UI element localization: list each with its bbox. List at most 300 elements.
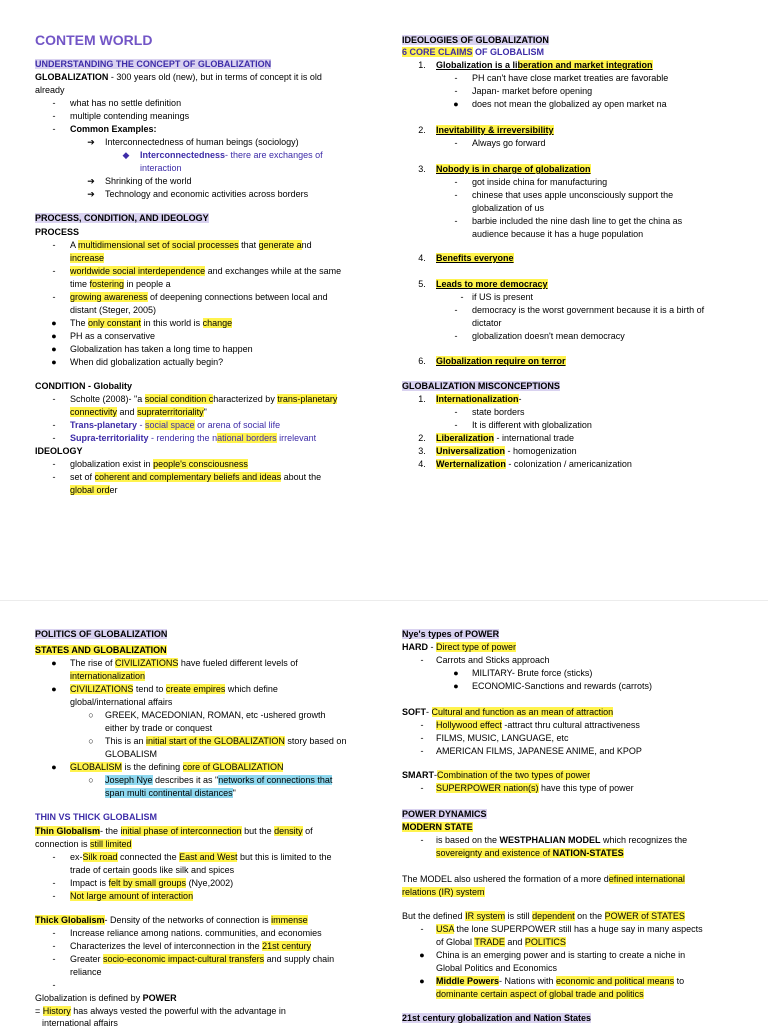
text-run: but the (241, 826, 275, 836)
text-run: time (70, 279, 90, 289)
dash-marker: - (52, 941, 56, 951)
dash-marker: - (460, 292, 464, 302)
text-line (140, 162, 182, 175)
text-line (35, 58, 271, 71)
text-run: NATION-STATES (552, 848, 624, 858)
text-run: worldwide social interdependence (70, 266, 206, 276)
text-run: Globalization is defined by (35, 993, 143, 1003)
text-run: change (202, 318, 233, 328)
text-run: - homogenization (505, 446, 577, 456)
text-run: describes it as " (152, 775, 219, 785)
text-run: POLITICS OF GLOBALIZATION (35, 629, 168, 639)
text-run: about the (281, 472, 322, 482)
text-run: is still (505, 911, 533, 921)
text-line (70, 356, 223, 369)
diamond-icon: ◆ (122, 150, 130, 160)
page-divider (0, 600, 768, 601)
text-run: Not large amount of interaction (70, 891, 194, 901)
text-run: Japan- market before opening (472, 86, 593, 96)
text-run: span multi continental distances (105, 788, 233, 798)
section-heading (402, 1012, 591, 1025)
text-run: relations (IR) system (402, 887, 485, 897)
text-run: IR system (465, 911, 506, 921)
text-line (70, 484, 118, 497)
section-heading (402, 380, 560, 393)
text-line (472, 330, 625, 343)
text-run: chinese that uses apple unconsciously support the (472, 190, 674, 200)
text-run: ECONOMIC-Sanctions and rewards (carrots) (472, 681, 653, 691)
text-line (436, 923, 703, 936)
text-run: Inevitability & irreversibility (436, 125, 554, 135)
text-line (436, 975, 684, 988)
bullet-marker: ● (419, 976, 425, 986)
text-run: is the defining (122, 762, 183, 772)
text-run: - colonization / americanization (505, 459, 632, 469)
bullet-marker: ● (51, 684, 57, 694)
text-line (70, 239, 312, 252)
section-heading (35, 644, 167, 657)
text-run: CIVILIZATIONS (70, 684, 134, 694)
text-line (70, 110, 189, 123)
text-run: WESTPHALIAN MODEL (499, 835, 601, 845)
text-run: POWER (142, 993, 177, 1003)
text-line (402, 706, 613, 719)
text-run: Middle Powers (436, 976, 500, 986)
text-run: Cultural and function as an mean of attraction (431, 707, 614, 717)
text-run: interaction (140, 163, 182, 173)
section-heading (402, 628, 499, 641)
text-run: (Nye,2002) (186, 878, 234, 888)
text-run: trade of certain goods like silk and spices (70, 865, 235, 875)
text-line (436, 719, 640, 732)
number-marker: 2. (418, 433, 426, 443)
text-run: connectivity (70, 407, 118, 417)
text-line (70, 864, 234, 877)
text-run: 6 CORE CLAIMS (402, 47, 473, 57)
dash-marker: - (454, 138, 458, 148)
text-run: multidimensional set of social processes (78, 240, 239, 250)
text-line (472, 215, 682, 228)
text-run: The MODEL also ushered the formation of a more d (402, 874, 609, 884)
text-line (105, 774, 332, 787)
page-title: CONTEM WORLD (35, 32, 153, 48)
text-line (436, 163, 591, 176)
text-run: connected the (117, 852, 180, 862)
text-run: increase (70, 253, 105, 263)
dash-marker: - (420, 655, 424, 665)
text-run: dependent (532, 911, 575, 921)
dash-marker: - (52, 292, 56, 302)
text-line (472, 72, 668, 85)
text-run: reliance (70, 967, 102, 977)
text-run: Globalization has taken a long time to happen (70, 344, 253, 354)
text-run: audience because it has a huge population (472, 229, 644, 239)
text-run: dictator (472, 318, 502, 328)
text-run: global ord (70, 485, 110, 495)
text-line (436, 124, 554, 137)
text-run: Technology and economic activities across borders (105, 189, 309, 199)
text-run: - rendering the n (148, 433, 218, 443)
dash-marker: - (454, 177, 458, 187)
text-run: connection is (35, 839, 91, 849)
dash-marker: - (454, 305, 458, 315)
text-line (436, 432, 574, 445)
text-line (70, 123, 157, 136)
text-run: Direct type of power (436, 642, 517, 652)
text-run: TRADE (474, 937, 505, 947)
text-run: GLOBALISM (105, 749, 158, 759)
text-run: and exchanges while at the same (205, 266, 342, 276)
text-line (436, 745, 642, 758)
bullet-marker: ● (51, 762, 57, 772)
text-line (472, 189, 673, 202)
number-marker: 2. (418, 125, 426, 135)
dash-marker: - (52, 124, 56, 134)
text-run: still limited (90, 839, 132, 849)
text-line (472, 85, 592, 98)
dash-marker: - (52, 240, 56, 250)
text-line (70, 265, 341, 278)
text-run: globalization exist in (70, 459, 154, 469)
text-line (402, 910, 685, 923)
bullet-marker: ● (51, 331, 57, 341)
dash-marker: - (454, 73, 458, 83)
text-run: international affairs (42, 1018, 118, 1028)
dash-marker: - (420, 746, 424, 756)
text-run: story based on (284, 736, 347, 746)
text-run: social condition c (144, 394, 214, 404)
text-line (35, 445, 83, 458)
text-run: SUPERPOWER nation(s) (436, 783, 539, 793)
text-line (70, 406, 207, 419)
text-run: of (302, 826, 313, 836)
text-run: -attract thru cultural attractiveness (501, 720, 640, 730)
text-run: Nobody is in charge of globalization (436, 164, 591, 174)
dash-marker: - (454, 331, 458, 341)
text-run: PROCESS (35, 227, 80, 237)
number-marker: 4. (418, 253, 426, 263)
number-marker: 1. (418, 60, 426, 70)
text-run: POWER DYNAMICS (402, 809, 487, 819)
text-run: This is an (105, 736, 147, 746)
text-run: networks of connections that (218, 775, 333, 785)
text-line (70, 330, 155, 343)
text-run: and supply chain (264, 954, 335, 964)
text-run: - the (100, 826, 121, 836)
text-line (105, 787, 236, 800)
number-marker: 4. (418, 459, 426, 469)
text-run: GLOBALISM (70, 762, 123, 772)
text-line (402, 821, 473, 834)
text-line (472, 680, 652, 693)
text-line (70, 252, 104, 265)
text-line (436, 834, 687, 847)
text-run: which define (225, 684, 278, 694)
text-line (70, 343, 253, 356)
text-run: GLOBALIZATION MISCONCEPTIONS (402, 381, 560, 391)
text-line (402, 769, 590, 782)
text-line (436, 847, 624, 860)
text-run: democracy is the worst government because it is a birth of (472, 305, 705, 315)
text-line (35, 84, 65, 97)
text-run: CIVILIZATIONS (115, 658, 179, 668)
text-run: - (434, 770, 437, 780)
text-line (35, 914, 308, 927)
text-run: and (117, 407, 138, 417)
text-line (70, 953, 334, 966)
text-run: globalization of us (472, 203, 545, 213)
text-line (436, 936, 566, 949)
text-line (436, 654, 550, 667)
text-run: - there are exchanges of (225, 150, 323, 160)
text-line (70, 304, 156, 317)
text-run: Combination of the two types of power (437, 770, 591, 780)
text-line (436, 988, 644, 1001)
text-run: fostering (89, 279, 125, 289)
text-line (472, 317, 502, 330)
text-line (402, 873, 685, 886)
text-run: internationalization (70, 671, 146, 681)
text-run: felt by small groups (108, 878, 187, 888)
text-run: OF GLOBALISM (472, 47, 545, 57)
text-run: Hollywood effect (436, 720, 502, 730)
text-run: the lone SUPERPOWER still has a huge say in many aspects (454, 924, 703, 934)
text-run: got inside china for manufacturing (472, 177, 608, 187)
dash-marker: - (454, 86, 458, 96)
dash-marker: - (52, 980, 56, 990)
dash-marker: - (52, 433, 56, 443)
text-run: HARD (402, 642, 428, 652)
text-line (35, 380, 132, 393)
text-run: History (42, 1006, 71, 1016)
text-line (70, 696, 172, 709)
text-run: economic and political means (556, 976, 675, 986)
text-line (472, 304, 704, 317)
text-run: East and West (179, 852, 238, 862)
text-line (402, 641, 516, 654)
text-line (35, 226, 79, 239)
text-run: what has no settle definition (70, 98, 182, 108)
text-line (35, 992, 177, 1005)
text-run: The (70, 318, 89, 328)
text-line (105, 748, 157, 761)
text-line (70, 966, 102, 979)
text-run: UNDERSTANDING THE CONCEPT OF GLOBALIZATION (35, 59, 272, 69)
text-line (436, 732, 569, 745)
text-run: PH can't have close market treaties are favorable (472, 73, 669, 83)
text-run: - Density of the networks of connection is (104, 915, 272, 925)
text-line (402, 886, 485, 899)
text-line (105, 735, 346, 748)
text-run: = (35, 1006, 43, 1016)
text-run: FILMS, MUSIC, LANGUAGE, etc (436, 733, 569, 743)
text-run: SMART (402, 770, 434, 780)
text-run: density (274, 826, 303, 836)
circle-marker: ○ (88, 710, 94, 720)
text-run: Liberalization (436, 433, 495, 443)
text-run: Characterizes the level of interconnection in the (70, 941, 263, 951)
text-run: MODERN STATE (402, 822, 473, 832)
number-marker: 6. (418, 356, 426, 366)
text-run: THIN VS THICK GLOBALISM (35, 812, 157, 822)
dash-marker: - (454, 190, 458, 200)
text-run: ex- (70, 852, 83, 862)
dash-marker: - (52, 420, 56, 430)
text-run: Shrinking of the world (105, 176, 192, 186)
section-heading (35, 628, 167, 641)
text-run: sovereignty and existence of (436, 848, 553, 858)
text-run: socio-economic impact-cultural transfers (103, 954, 265, 964)
text-line (436, 445, 577, 458)
text-run: has always vested the powerful with the advantage in (70, 1006, 286, 1016)
text-run: to (674, 976, 685, 986)
text-line (35, 71, 322, 84)
text-line (70, 278, 171, 291)
text-run: Trans-planetary (70, 420, 138, 430)
text-run: Always go forward (472, 138, 546, 148)
text-run: Silk road (82, 852, 118, 862)
text-line (35, 838, 132, 851)
dash-marker: - (52, 852, 56, 862)
text-line (70, 317, 232, 330)
text-run: PH as a conservative (70, 331, 156, 341)
text-run: initial start of the GLOBALIZATION (146, 736, 285, 746)
text-run: does not mean the globalized ay open market na (472, 99, 667, 109)
text-run: POLITICS (524, 937, 566, 947)
text-line (70, 291, 328, 304)
text-run: Scholte (2008)- "a (70, 394, 145, 404)
text-run: generate a (258, 240, 302, 250)
arrow-icon: ➔ (87, 176, 95, 186)
text-run: " (203, 407, 207, 417)
text-run: in this world is (141, 318, 203, 328)
dash-marker: - (420, 720, 424, 730)
text-run: that (238, 240, 259, 250)
text-run: - (428, 642, 436, 652)
text-run: The rise of (70, 658, 116, 668)
text-line (70, 657, 298, 670)
dash-marker: - (52, 954, 56, 964)
text-line (70, 419, 280, 432)
text-line (70, 890, 193, 903)
text-line (70, 927, 322, 940)
text-run: in people a (124, 279, 171, 289)
section-heading (35, 811, 157, 824)
text-run: set of (70, 472, 95, 482)
text-run: Universalization (436, 446, 506, 456)
text-line (70, 393, 337, 406)
text-run: Joseph Nye (105, 775, 153, 785)
text-run: have this type of power (538, 783, 634, 793)
text-run: Globalization is a li (436, 60, 518, 70)
number-marker: 5. (418, 279, 426, 289)
text-line (472, 176, 607, 189)
bullet-marker: ● (453, 681, 459, 691)
text-line (105, 722, 212, 735)
text-line (472, 667, 592, 680)
dash-marker: - (52, 111, 56, 121)
circle-marker: ○ (88, 775, 94, 785)
text-run: GREEK, MACEDONIAN, ROMAN, etc -ushered growth (105, 710, 326, 720)
dash-marker: - (420, 733, 424, 743)
bullet-marker: ● (51, 344, 57, 354)
text-run: Thick Globalism (35, 915, 105, 925)
text-run: Interconnectedness of human beings (sociology) (105, 137, 299, 147)
text-line (70, 458, 248, 471)
text-run: tend to (133, 684, 166, 694)
text-run: efined international (608, 874, 685, 884)
text-run: Greater (70, 954, 104, 964)
text-run: POWER of STATES (604, 911, 685, 921)
text-run: Benefits everyone (436, 253, 514, 263)
text-line (436, 393, 522, 406)
text-line (70, 761, 283, 774)
text-run: Nye's types of POWER (402, 629, 500, 639)
text-line (70, 471, 321, 484)
text-run: - (518, 394, 522, 404)
text-run: supraterritoriality (137, 407, 204, 417)
number-marker: 1. (418, 394, 426, 404)
text-run: It is different with globalization (472, 420, 592, 430)
dash-marker: - (52, 459, 56, 469)
dash-marker: - (52, 891, 56, 901)
circle-marker: ○ (88, 736, 94, 746)
text-run: - international trade (494, 433, 575, 443)
text-line (436, 962, 557, 975)
dash-marker: - (454, 420, 458, 430)
dash-marker: - (52, 878, 56, 888)
text-run: on the (574, 911, 605, 921)
text-run: Leads to more democracy (436, 279, 548, 289)
text-run: AMERICAN FILMS, JAPANESE ANIME, and KPOP (436, 746, 642, 756)
text-run: nd (301, 240, 312, 250)
text-run: Increase reliance among nations. communities, and economies (70, 928, 322, 938)
bullet-marker: ● (419, 950, 425, 960)
text-run: PROCESS, CONDITION, AND IDEOLOGY (35, 213, 209, 223)
text-run: - Nations with (499, 976, 557, 986)
text-line (70, 851, 332, 864)
text-line (105, 175, 192, 188)
text-run: Interconnectedness (140, 150, 226, 160)
text-run: But the defined (402, 911, 466, 921)
text-run: or arena of social life (194, 420, 281, 430)
dash-marker: - (420, 924, 424, 934)
text-line (70, 683, 278, 696)
text-run: haracterized by (213, 394, 278, 404)
text-run: globalization doesn't mean democracy (472, 331, 625, 341)
text-run: Carrots and Sticks approach (436, 655, 550, 665)
text-run: dominante certain aspect of global trade and politics (436, 989, 644, 999)
text-run: ational borders (217, 433, 277, 443)
text-line (436, 458, 632, 471)
text-line (402, 46, 544, 59)
dash-marker: - (52, 266, 56, 276)
text-run: distant (Steger, 2005) (70, 305, 157, 315)
text-line (436, 355, 566, 368)
text-line (436, 59, 653, 72)
text-run: China is an emerging power and is starting to create a niche in (436, 950, 686, 960)
text-line (70, 97, 181, 110)
text-run: immense (271, 915, 308, 925)
arrow-icon: ➔ (87, 189, 95, 199)
bullet-marker: ● (453, 99, 459, 109)
text-run: A (70, 240, 79, 250)
text-run: and (504, 937, 525, 947)
text-run: USA (436, 924, 455, 934)
text-run: beration and market integration (517, 60, 653, 70)
number-marker: 3. (418, 164, 426, 174)
text-run: SOFT (402, 707, 426, 717)
